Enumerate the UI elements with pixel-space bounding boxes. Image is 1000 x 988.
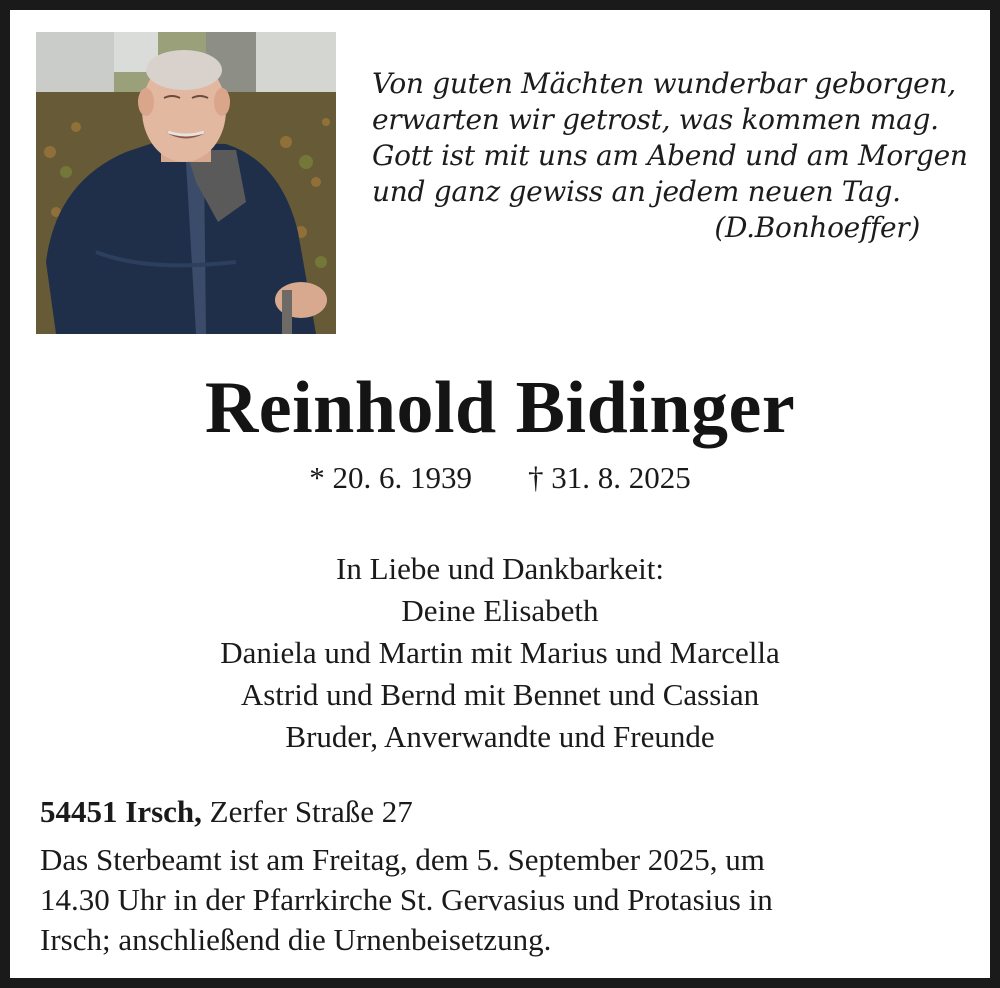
- death-date: † 31. 8. 2025: [528, 460, 691, 495]
- birth-date: * 20. 6. 1939: [309, 460, 472, 495]
- deceased-name: Reinhold Bidinger: [204, 367, 796, 449]
- verse-line: Gott ist mit uns am Abend und am Morgen: [372, 139, 968, 172]
- address-street: Zerfer Straße 27: [209, 794, 413, 829]
- notice-line: Irsch; anschließend die Urnenbeisetzung.: [40, 922, 552, 957]
- notice-line: 14.30 Uhr in der Pfarrkirche St. Gervasius und Protasius in: [40, 882, 773, 917]
- verse-author: (D.Bonhoeffer): [714, 211, 920, 244]
- mourner-line: Astrid und Bernd mit Bennet und Cassian: [240, 677, 760, 712]
- verse-line: und ganz gewiss an jedem neuen Tag.: [372, 175, 901, 208]
- mourners-list: [10, 548, 990, 758]
- funeral-notice: [40, 840, 960, 960]
- mourners-intro: In Liebe und Dankbarkeit:: [336, 551, 664, 586]
- bonhoeffer-verse: [372, 66, 972, 246]
- portrait-photo: [36, 32, 336, 334]
- verse-line: Von guten Mächten wunderbar geborgen,: [372, 67, 956, 100]
- obituary-card: [10, 10, 990, 978]
- portrait-photo-icon: [36, 32, 336, 334]
- mourner-line: Bruder, Anverwandte und Freunde: [285, 719, 715, 754]
- notice-line: Das Sterbeamt ist am Freitag, dem 5. September 2025, um: [40, 842, 765, 877]
- mourner-line: Deine Elisabeth: [401, 593, 599, 628]
- mourner-line: Daniela und Martin mit Marius und Marcella: [220, 635, 780, 670]
- life-dates: [10, 460, 990, 496]
- verse-line: erwarten wir getrost, was kommen mag.: [372, 103, 939, 136]
- family-address: [40, 792, 960, 832]
- address-place: 54451 Irsch,: [40, 794, 202, 829]
